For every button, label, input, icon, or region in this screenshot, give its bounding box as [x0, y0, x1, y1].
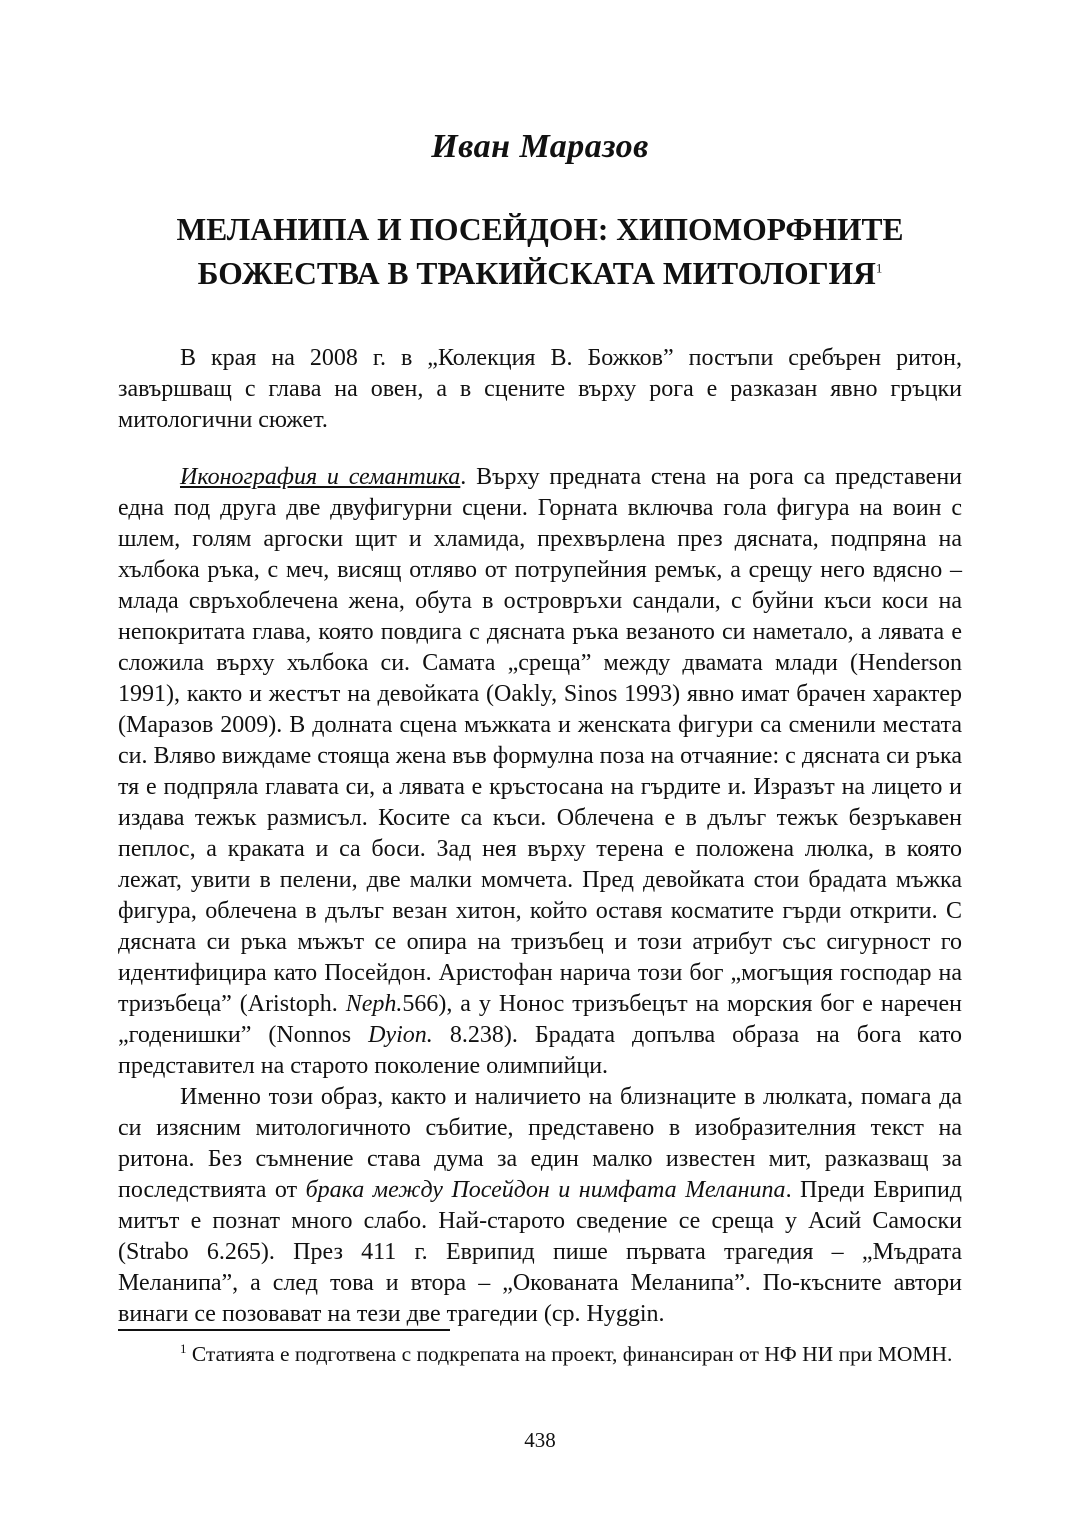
intro-paragraph: В края на 2008 г. в „Колекция В. Божков” постъпи сребърен ритон, завършващ с глава на овен, а в сцените върху рога е разказан явно гръцки митологични сюжет.: [118, 345, 962, 433]
paragraph-1-italic-a: Neph.: [345, 991, 403, 1017]
body-paragraph-1: [118, 462, 962, 1082]
intro-section: [118, 343, 962, 436]
body-paragraph-2: [118, 1082, 962, 1330]
article-title-text: МЕЛАНИПА И ПОСЕЙДОН: ХИПОМОРФНИТЕ БОЖЕСТВА В ТРАКИЙСКАТА МИТОЛОГИЯ: [176, 212, 904, 291]
paragraph-2-text-a: Именно този образ, както и наличието на близнаците в люлката, помага да си изясним митологичното събитие, представено в изобразителния текст на ритона. Без съмнение става дума за един малко известен мит, разказващ за последствията от: [118, 1084, 962, 1203]
author-name: Иван Маразов: [431, 128, 649, 165]
paragraph-2-text-b: . Преди Еврипид митът е познат много слабо. Най-старото сведение се среща у Асий Самоски (Strabo 6.265). През 411 г. Еврипид пише първата трагедия – „Мъдрата Меланипа”, а след това и втора – „Окованата Меланипа”. По-късните автори винаги се позовават на тези две трагедии (ср. Hyggin.: [118, 1177, 963, 1327]
section-heading: Иконография и семантика: [180, 464, 461, 490]
footnote: [118, 1340, 962, 1368]
article-title: [120, 208, 960, 296]
paragraph-1-text-b: 566), а у Нонос тризъбецът на морския бог е наречен „годенишки” (Nonnos: [118, 991, 963, 1048]
paragraph-1-italic-b: Dyion.: [368, 1022, 433, 1048]
paragraph-1-text-c: 8.238). Брадата допълва образа на бога като представител на старото поколение олимпийци.: [118, 1022, 962, 1079]
main-section: [118, 462, 962, 1330]
title-footnote-mark[interactable]: 1: [875, 260, 883, 276]
footnote-text: Статията е подготвена с подкрепата на проект, финансиран от НФ НИ при МОМН.: [191, 1342, 953, 1366]
paragraph-1-text-a: . Върху предната стена на рога са представени една под друга две двуфигурни сцени. Горната включва гола фигура на воин с шлем, голям аргоски щит и хламида, прехвърлена през дясната, подпряна на хълбока ръка, с меч, висящ отляво от потрупейния ремък, а срещу него вдясно – млада свръхоблечена жена, обута в островръхи сандали, с буйни къси коси на непокритата глава, която повдига с дясната ръка везаното си наметало, а лявата е сложила върху хълбока си. Самата „среща” между двамата млади (Henderson 1991), както и жестът на девойката (Oakly, Sinos 1993) явно имат брачен характер (Маразов 2009). В долната сцена мъжката и женската фигури са сменили местата си. Вляво виждаме стояща жена във формулна поза на отчаяние: с дясната си ръка тя е подпряла главата си, а лявата е кръстосана на гърдите и. Изразът на лицето и издава тежък размисъл. Косите са къси. Облечена е в дълъг тежък безръкавен пеплос, а краката и са боси. Зад нея върху терена е положена люлка, в която лежат, увити в пелени, две малки момчета. Пред девойката стои брадата мъжка фигура, облечена в дълъг везан хитон, който оставя косматите гърди открити. С дясната си ръка мъжът се опира на тризъбец и този атрибут със сигурност го идентифицира като Посейдон. Аристофан нарича този бог „могъщия господар на тризъбеца” (Aristoph.: [118, 464, 963, 1017]
footnote-number: 1: [180, 1340, 187, 1356]
footnote-divider: [118, 1329, 450, 1331]
paragraph-2-italic: брака между Посейдон и нимфата Меланипа: [305, 1177, 786, 1203]
page-number: 438: [524, 1428, 556, 1452]
